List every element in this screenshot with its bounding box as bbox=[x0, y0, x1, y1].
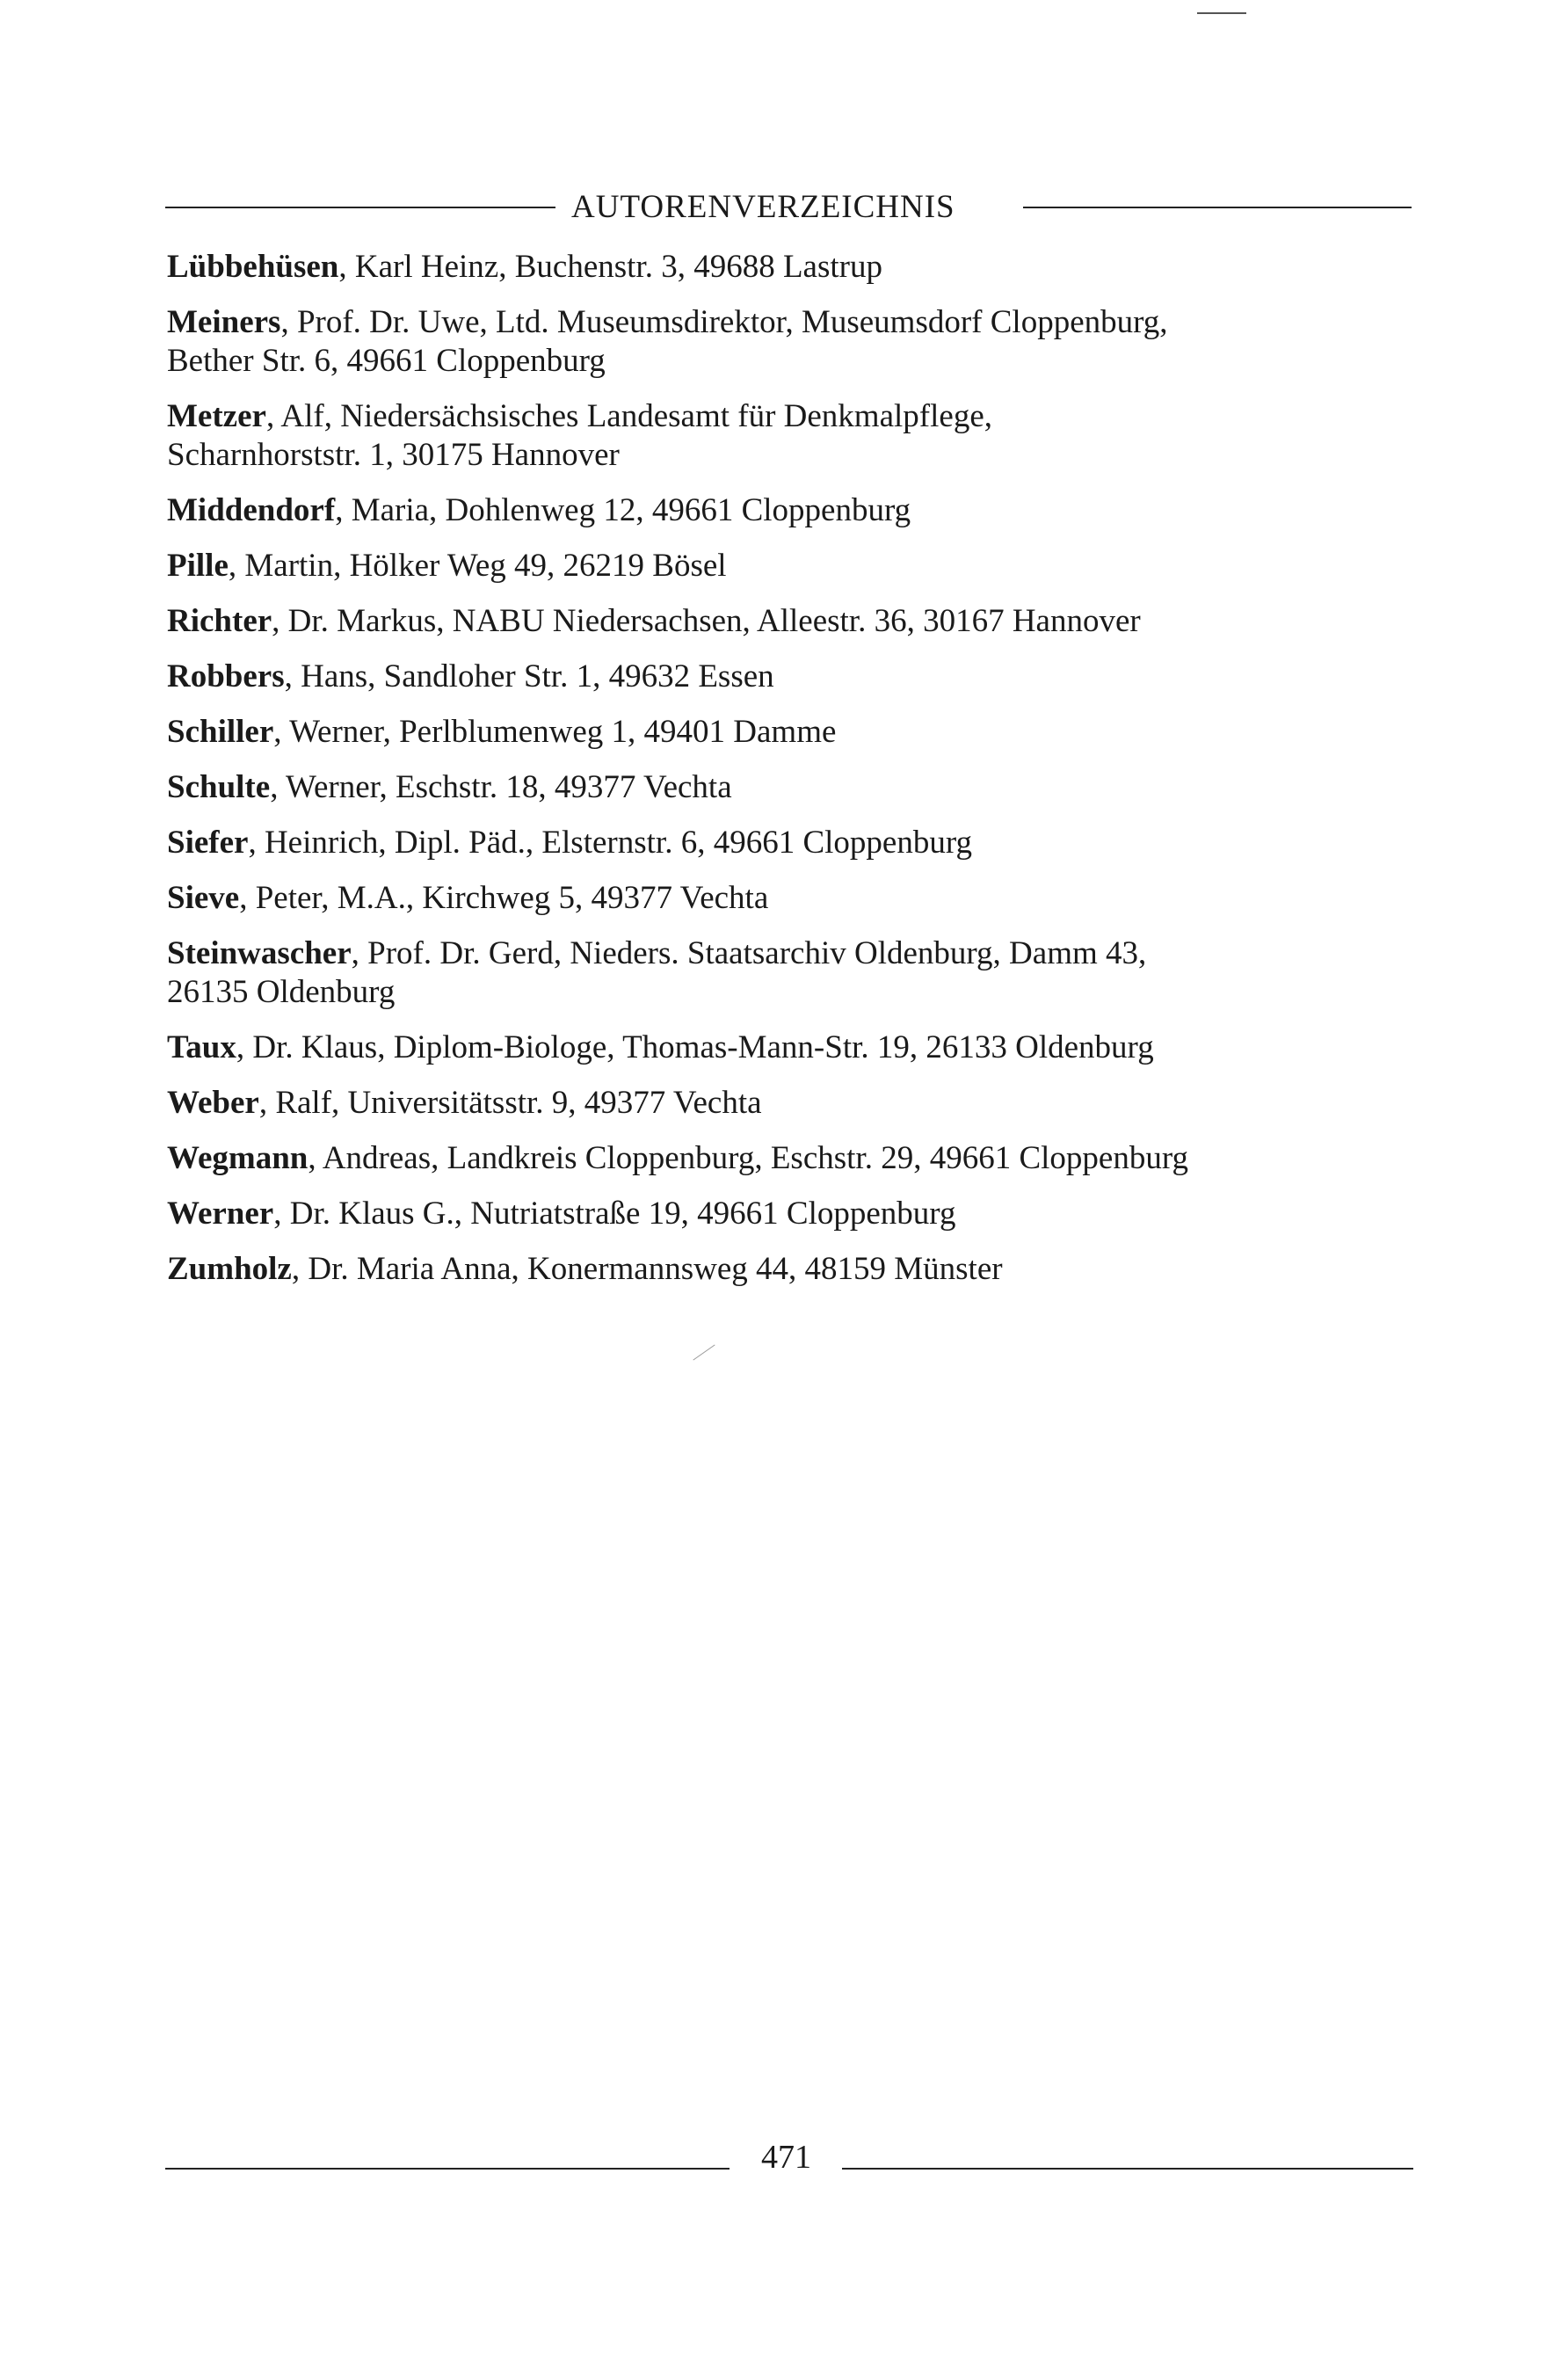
author-name: Metzer bbox=[167, 398, 266, 434]
author-details: , Alf, Niedersächsisches Landesamt für Denkmalpflege, bbox=[265, 398, 992, 434]
author-entry bbox=[167, 397, 1380, 475]
page-number: 471 bbox=[761, 2139, 811, 2176]
author-entry bbox=[167, 303, 1380, 381]
author-name: Middendorf bbox=[167, 492, 336, 528]
author-name: Werner bbox=[167, 1196, 274, 1232]
author-name: Robbers bbox=[167, 658, 285, 694]
header-title: AUTORENVERZEICHNIS bbox=[571, 189, 955, 225]
author-details: , Maria, Dohlenweg 12, 49661 Cloppenburg bbox=[335, 492, 911, 528]
author-entry bbox=[167, 1029, 1380, 1067]
author-details: , Peter, M.A., Kirchweg 5, 49377 Vechta bbox=[239, 880, 769, 916]
author-name: Sieve bbox=[167, 880, 240, 916]
author-details: , Hans, Sandloher Str. 1, 49632 Essen bbox=[284, 658, 774, 694]
running-header bbox=[165, 185, 1412, 229]
footer-rule-right bbox=[842, 2168, 1413, 2170]
author-details: , Karl Heinz, Buchenstr. 3, 49688 Lastrup bbox=[338, 249, 882, 285]
author-entry bbox=[167, 602, 1380, 641]
author-details: , Dr. Klaus, Diplom-Biologe, Thomas-Mann-Str. 19, 26133 Oldenburg bbox=[236, 1029, 1154, 1065]
author-entry bbox=[167, 1195, 1380, 1233]
author-details: , Prof. Dr. Gerd, Nieders. Staatsarchiv Oldenburg, Damm 43, bbox=[351, 935, 1147, 971]
page-footer bbox=[165, 2138, 1413, 2187]
author-entry bbox=[167, 658, 1380, 696]
author-list bbox=[167, 248, 1380, 1305]
author-entry bbox=[167, 768, 1380, 807]
author-name: Pille bbox=[167, 548, 229, 584]
author-name: Zumholz bbox=[167, 1251, 292, 1287]
author-name: Weber bbox=[167, 1085, 259, 1121]
author-details-continued: Scharnhorststr. 1, 30175 Hannover bbox=[167, 437, 620, 473]
author-details: , Andreas, Landkreis Cloppenburg, Eschstr. 29, 49661 Cloppenburg bbox=[308, 1140, 1188, 1176]
author-name: Siefer bbox=[167, 825, 249, 861]
author-details: , Prof. Dr. Uwe, Ltd. Museumsdirektor, Museumsdorf Cloppenburg, bbox=[280, 304, 1168, 340]
pencil-mark bbox=[693, 1344, 715, 1360]
author-entry bbox=[167, 1250, 1380, 1289]
author-entry bbox=[167, 248, 1380, 287]
author-entry bbox=[167, 934, 1380, 1012]
author-name: Schulte bbox=[167, 769, 271, 805]
author-entry bbox=[167, 879, 1380, 918]
author-details: , Martin, Hölker Weg 49, 26219 Bösel bbox=[228, 548, 727, 584]
author-name: Taux bbox=[167, 1029, 236, 1065]
author-name: Lübbehüsen bbox=[167, 249, 339, 285]
author-entry bbox=[167, 547, 1380, 585]
author-entry bbox=[167, 713, 1380, 752]
header-rule-left bbox=[165, 207, 555, 208]
author-entry bbox=[167, 824, 1380, 862]
author-details: , Werner, Eschstr. 18, 49377 Vechta bbox=[270, 769, 732, 805]
author-details: , Dr. Markus, NABU Niedersachsen, Alleestr. 36, 30167 Hannover bbox=[272, 603, 1141, 639]
author-details-continued: Bether Str. 6, 49661 Cloppenburg bbox=[167, 343, 606, 379]
header-rule-right bbox=[1023, 207, 1412, 208]
author-name: Wegmann bbox=[167, 1140, 309, 1176]
author-name: Schiller bbox=[167, 714, 274, 750]
author-details-continued: 26135 Oldenburg bbox=[167, 974, 396, 1010]
author-details: , Werner, Perlblumenweg 1, 49401 Damme bbox=[273, 714, 837, 750]
author-details: , Heinrich, Dipl. Päd., Elsternstr. 6, 49661 Cloppenburg bbox=[248, 825, 972, 861]
author-name: Richter bbox=[167, 603, 272, 639]
author-details: , Ralf, Universitätsstr. 9, 49377 Vechta bbox=[258, 1085, 762, 1121]
author-name: Steinwascher bbox=[167, 935, 352, 971]
author-details: , Dr. Maria Anna, Konermannsweg 44, 48159 Münster bbox=[291, 1251, 1003, 1287]
author-entry bbox=[167, 1139, 1380, 1178]
author-entry bbox=[167, 1084, 1380, 1123]
author-name: Meiners bbox=[167, 304, 281, 340]
footer-rule-left bbox=[165, 2168, 730, 2170]
author-entry bbox=[167, 491, 1380, 530]
author-details: , Dr. Klaus G., Nutriatstraße 19, 49661 Cloppenburg bbox=[273, 1196, 956, 1232]
scan-edge-mark bbox=[1197, 12, 1246, 14]
